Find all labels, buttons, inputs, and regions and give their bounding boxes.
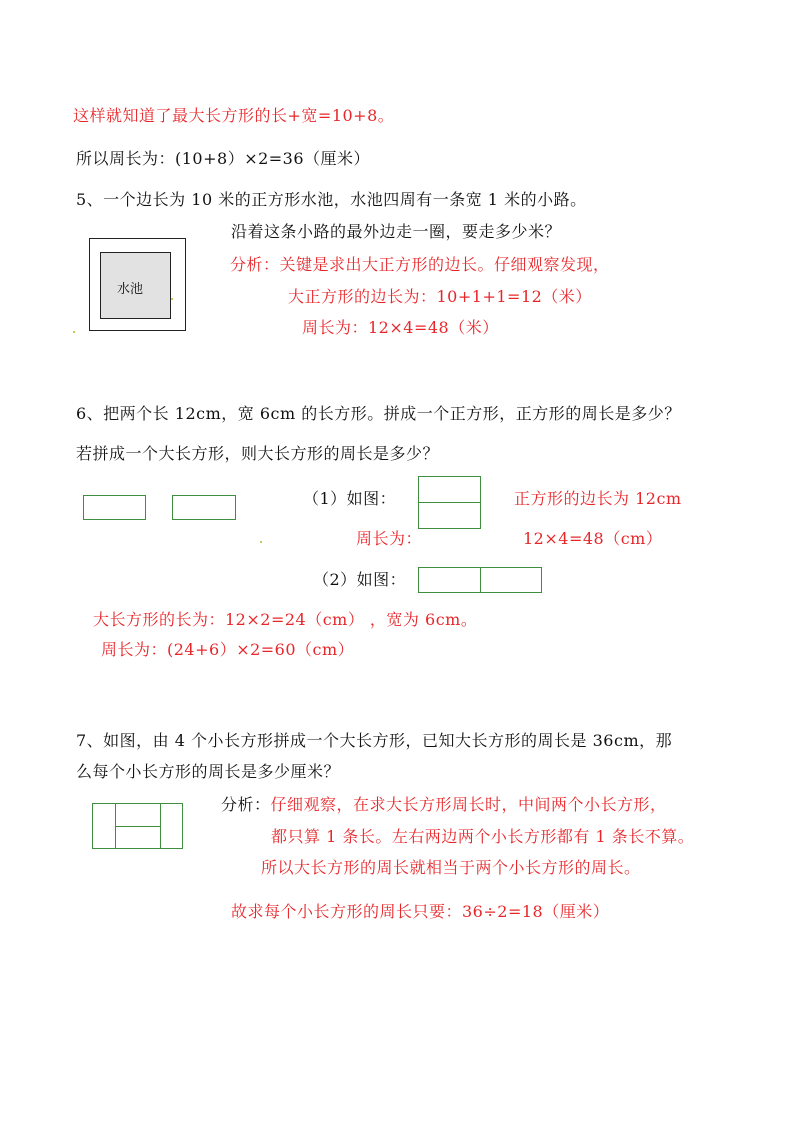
- long-rect-left: [418, 567, 481, 593]
- q5-analysis-1: 分析：关键是求出大正方形的边长。仔细观察发现，: [230, 255, 610, 274]
- q6-answer-3: 大长方形的长为：12×2=24（cm） ，宽为 6cm。: [93, 610, 478, 629]
- line-perimeter: [76, 149, 370, 169]
- small-rect-mid-top: [115, 803, 161, 827]
- q6-answer-2-value: 12×4=48（cm）: [523, 529, 663, 548]
- question-5: 5、一个边长为 10 米的正方形水池，水池四周有一条宽 1 米的小路。: [76, 190, 587, 209]
- stray-dot: [73, 331, 75, 333]
- square-bottom-rect: [418, 502, 481, 529]
- stray-dot: [260, 541, 262, 543]
- pool-label: 水池: [117, 282, 144, 297]
- q7-analysis-2: 都只算 1 条长。左右两边两个小长方形都有 1 条长不算。: [271, 827, 695, 846]
- q6-answer-2-label: 周长为：: [356, 529, 423, 548]
- perimeter-label: 所以周长为：(10+8）×2=36（厘米）: [76, 149, 371, 168]
- q6-figure-1-label: [303, 489, 396, 509]
- q7-analysis-1: [221, 795, 667, 815]
- small-rect-right: [160, 803, 183, 849]
- q6-answer-4: 周长为：(24+6）×2=60（cm）: [101, 640, 355, 659]
- rect-b: [172, 495, 236, 520]
- question-5-cont: 沿着这条小路的最外边走一圈，要走多少米？: [231, 222, 562, 241]
- small-rect-left: [92, 803, 116, 849]
- question-6-cont: 若拼成一个大长方形，则大长方形的周长是多少？: [76, 444, 440, 463]
- q5-analysis-3: 周长为：12×4=48（米）: [302, 318, 499, 337]
- small-rect-mid-bottom: [115, 826, 161, 849]
- question-7: 7、如图，由 4 个小长方形拼成一个大长方形，已知大长方形的周长是 36cm，那: [76, 731, 673, 750]
- question-6: 6、把两个长 12cm，宽 6cm 的长方形。拼成一个正方形，正方形的周长是多少？: [76, 404, 681, 423]
- q7-analysis-3: 所以大长方形的周长就相当于两个小长方形的周长。: [261, 858, 641, 877]
- q7-analysis-prefix: 分析：: [221, 795, 271, 814]
- stray-dot: [171, 298, 173, 300]
- rect-a: [83, 495, 146, 520]
- q5-analysis-2: 大正方形的边长为：10+1+1=12（米）: [288, 287, 592, 306]
- long-rect-right: [480, 567, 542, 593]
- line-max-rect: 这样就知道了最大长方形的长+宽=10+8。: [73, 106, 395, 125]
- q7-analysis-4: 故求每个小长方形的周长只要：36÷2=18（厘米）: [231, 902, 610, 921]
- q6-answer-1: 正方形的边长为 12cm: [514, 489, 682, 508]
- square-top-rect: [418, 476, 481, 503]
- q6-figure-2-label: （2）如图：: [313, 570, 407, 589]
- q6-fig1-text: （1）如图：: [303, 489, 397, 508]
- question-7-cont: 么每个小长方形的周长是多少厘米？: [76, 762, 341, 781]
- q7-analysis-body: 仔细观察，在求大长方形周长时，中间两个小长方形，: [270, 795, 667, 814]
